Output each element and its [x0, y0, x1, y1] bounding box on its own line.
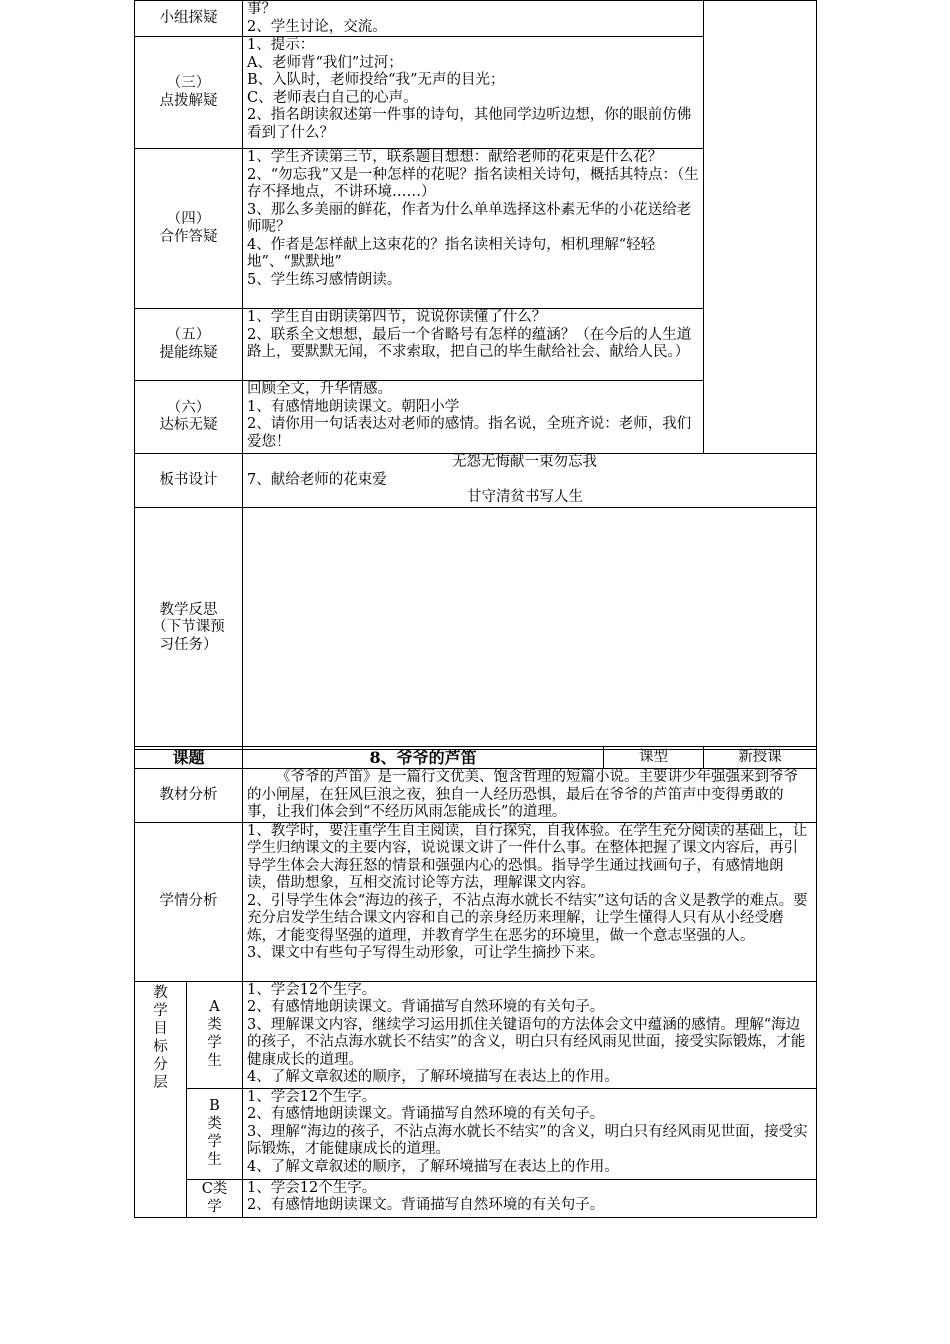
row-label: 教材分析 [135, 769, 243, 823]
row-group-explore [135, 1, 817, 37]
row-label: 板书设计 [135, 454, 243, 508]
group-label-b: B类学生 [187, 1088, 243, 1179]
reflection-content [243, 507, 817, 749]
row-board-design [135, 454, 817, 508]
board-content: 无怨无悔献一束勿忘我 7、献给老师的花束爱 甘守清贫书写人生 [243, 454, 817, 508]
row-group-a [135, 981, 817, 1088]
group-content-c: 1、学会12个生字。 2、有感情地朗读课文。背诵描写自然环境的有关句子。 [243, 1179, 817, 1217]
group-content-a: 1、学会12个生字。 2、有感情地朗读课文。背诵描写自然环境的有关句子。 3、理解课文内容，继续学习运用抓住关键语句的方法体会文中蕴涵的感情。理解“海边的孩子，不沾点海水就长不结实”的含义，明白只有经风雨见世面，接受实际锻炼，才能健康成长的道理。 4、了解文章叙述的顺序，了解环境描写在表达上的作用。 [243, 981, 817, 1088]
row-group-c [135, 1179, 817, 1217]
row-material [135, 769, 817, 823]
row-label: （六） 达标无疑 [135, 381, 243, 454]
row-content: 事？ 2、学生讨论，交流。 [243, 1, 704, 37]
situation-content: 1、教学时，要注重学生自主阅读，自行探究，自我体验。在学生充分阅读的基础上，让学生归纳课文的主要内容，说说课文讲了一件什么事。在整体把握了课文内容后，再引导学生体会大海狂怒的情景和强强内心的恐惧。指导学生通过找画句子，有感情地朗读，借助想象，互相交流讨论等方法，理解课文内容。 2、引导学生体会“海边的孩子，不沾点海水就长不结实”这句话的含义是教学的难点。要充分启发学生结合课文内容和自己的亲身经历来理解，让学生懂得人只有从小经受磨炼，才能变得坚强的道理，并教育学生在恶劣的环境里，做一个意志坚强的人。 3、课文中有些句子写得生动形象，可让学生摘抄下来。 [243, 822, 817, 981]
lesson-type-value: 新授课 [704, 747, 817, 769]
upper-lesson-table [134, 0, 817, 750]
group-label-c: C类学 [187, 1179, 243, 1217]
row-label: （四） 合作答疑 [135, 149, 243, 309]
row-label: 教学反思 （下节课预 习任务） [135, 507, 243, 749]
row-label: 学情分析 [135, 822, 243, 981]
row-lesson-title [135, 747, 817, 769]
row-group-b [135, 1088, 817, 1179]
row-situation [135, 822, 817, 981]
side-blank-cell [704, 1, 817, 454]
row-label: 小组探疑 [135, 1, 243, 37]
row-content: 回顾全文，升华情感。 1、有感情地朗读课文。朝阳小学 2、请你用一句话表达对老师的感情。指名说，全班齐说：老师，我们爱您！ [243, 381, 704, 454]
lower-lesson-table [134, 746, 817, 1218]
lesson-title-label: 课题 [135, 747, 243, 769]
goals-label: 教学目标分层 [135, 981, 187, 1217]
row-label: （三） 点拨解疑 [135, 37, 243, 149]
material-text: 《爷爷的芦笛》是一篇行文优美、饱含哲理的短篇小说。主要讲少年强强来到爷爷的小闸屋，在狂风巨浪之夜，独自一人经历恐惧，最后在爷爷的芦笛声中变得勇敢的事，让我们体会到“不经历风雨怎能成长”的道理。 [243, 769, 817, 823]
group-label-a: A类学生 [187, 981, 243, 1088]
row-label: （五） 提能练疑 [135, 309, 243, 381]
row-content: 1、学生自由朗读第四节，说说你读懂了什么？ 2、联系全文想想，最后一个省略号有怎样的蕴涵？（在今后的人生道路上，要默默无闻，不求索取，把自己的毕生献给社会、献给人民。） [243, 309, 704, 381]
row-content: 1、学生齐读第三节，联系题目想想：献给老师的花束是什么花？ 2、“勿忘我”又是一种怎样的花呢？指名读相关诗句，概括其特点：（生存不择地点，不讲环境……） 3、那么多美丽的鲜花，作者为什么单单选择这朴素无华的小花送给老师呢？ 4、作者是怎样献上这束花的？指名读相关诗句，相机理解“轻轻地”、“默默地” 5、学生练习感情朗读。 [243, 149, 704, 309]
row-content: 1、提示： A、老师背“我们”过河； B、入队时，老师投给“我”无声的目光； C、老师表白自己的心声。 2、指名朗读叙述第一件事的诗句，其他同学边听边想，你的眼前仿佛看到了什么？ [243, 37, 704, 149]
lesson-type-label: 课型 [604, 747, 704, 769]
lesson-title: 8、爷爷的芦笛 [243, 747, 604, 769]
row-reflection [135, 507, 817, 749]
group-content-b: 1、学会12个生字。 2、有感情地朗读课文。背诵描写自然环境的有关句子。 3、理解“海边的孩子，不沾点海水就长不结实”的含义，明白只有经风雨见世面，接受实际锻炼，才能健康成长的道理。 4、了解文章叙述的顺序，了解环境描写在表达上的作用。 [243, 1088, 817, 1179]
